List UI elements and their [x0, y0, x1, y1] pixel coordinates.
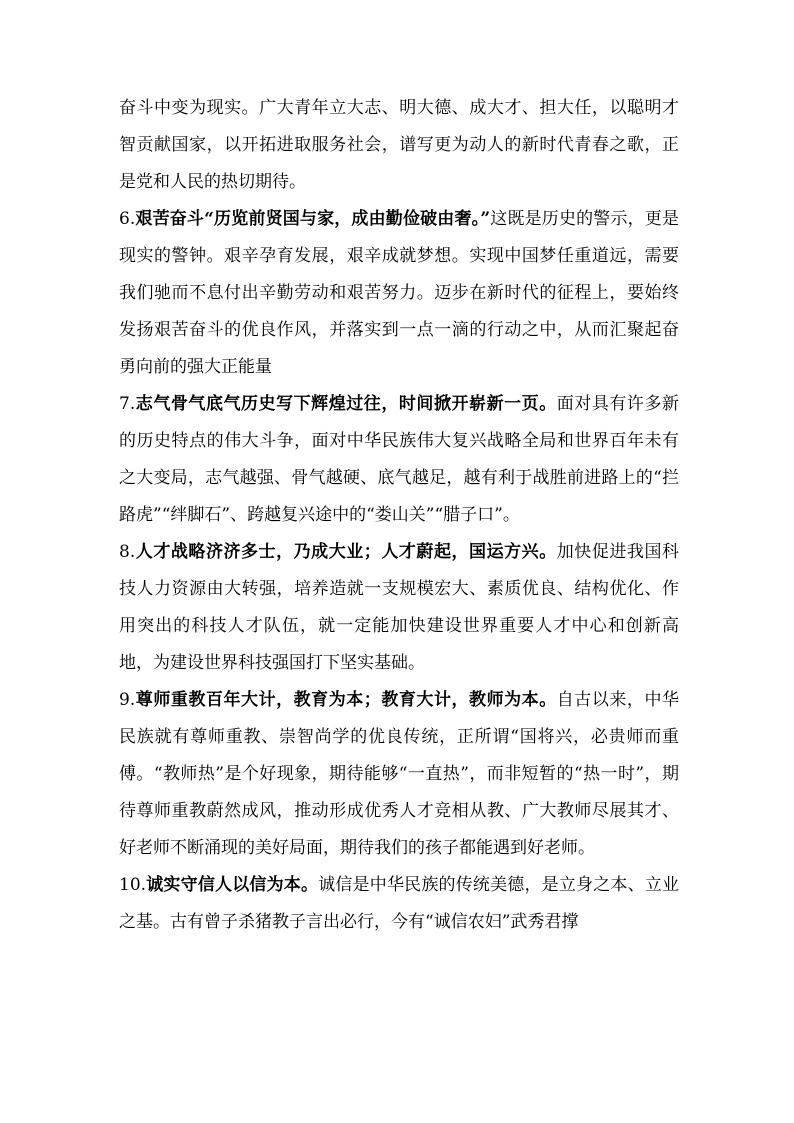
paragraph-number: 10. — [119, 875, 147, 895]
paragraph-heading: 志气骨气底气历史写下辉煌过往，时间掀开崭新一页。 — [135, 394, 557, 414]
paragraph-number: 9. — [119, 690, 136, 710]
paragraph-number: 6. — [119, 209, 136, 229]
paragraph-8 — [119, 534, 679, 682]
paragraph-intro — [119, 90, 679, 201]
paragraph-7 — [119, 386, 679, 534]
paragraph-number: 8. — [119, 542, 136, 562]
paragraph-body: 自古以来，中华民族就有尊师重教、崇智尚学的优良传统，正所谓“国将兴，必贵师而重傅。“教师热”是个好现象，期待能够“一直热”，而非短暂的“热一时”，期待尊师重教蔚然成风，推动形成优秀人才竞相从教、广大教师尽展其才、好老师不断涌现的美好局面，期待我们的孩子都能遇到好老师。 — [119, 690, 680, 858]
paragraph-heading: 尊师重教百年大计，教育为本；教育大计，教师为本。 — [135, 690, 557, 710]
paragraph-body: 奋斗中变为现实。广大青年立大志、明大德、成大才、担大任，以聪明才智贡献国家，以开拓进取服务社会，谱写更为动人的新时代青春之歌，正是党和人民的热切期待。 — [119, 98, 679, 192]
paragraph-heading: 艰苦奋斗“历览前贤国与家，成由勤俭破由奢。” — [135, 209, 491, 229]
paragraph-9 — [119, 682, 679, 867]
paragraph-body: 面对具有许多新的历史特点的伟大斗争，面对中华民族伟大复兴战略全局和世界百年未有之大变局，志气越强、骨气越硬、底气越足，越有利于战胜前进路上的“拦路虎”“绊脚石”、跨越复兴途中的“娄山关”“腊子口”。 — [119, 394, 680, 525]
paragraph-number: 7. — [119, 394, 136, 414]
paragraph-body: 加快促进我国科技人力资源由大转强，培养造就一支规模宏大、素质优良、结构优化、作用突出的科技人才队伍，就一定能加快建设世界重要人才中心和创新高地，为建设世界科技强国打下坚实基础。 — [119, 542, 680, 673]
document-page — [119, 90, 679, 941]
paragraph-body: 诚信是中华民族的传统美德，是立身之本、立业之基。古有曾子杀猪教子言出必行，今有“诚信农妇”武秀君撑 — [119, 875, 680, 932]
paragraph-body: 这既是历史的警示，更是现实的警钟。艰辛孕育发展，艰辛成就梦想。实现中国梦任重道远，需要我们驰而不息付出辛勤劳动和艰苦努力。迈步在新时代的征程上，要始终发扬艰苦奋斗的优良作风，并落实到一点一滴的行动之中，从而汇聚起奋勇向前的强大正能量 — [119, 209, 679, 377]
paragraph-10 — [119, 867, 679, 941]
paragraph-6 — [119, 201, 679, 386]
paragraph-heading: 诚实守信人以信为本。 — [146, 875, 319, 895]
paragraph-heading: 人才战略济济多士，乃成大业；人才蔚起，国运方兴。 — [135, 542, 557, 562]
